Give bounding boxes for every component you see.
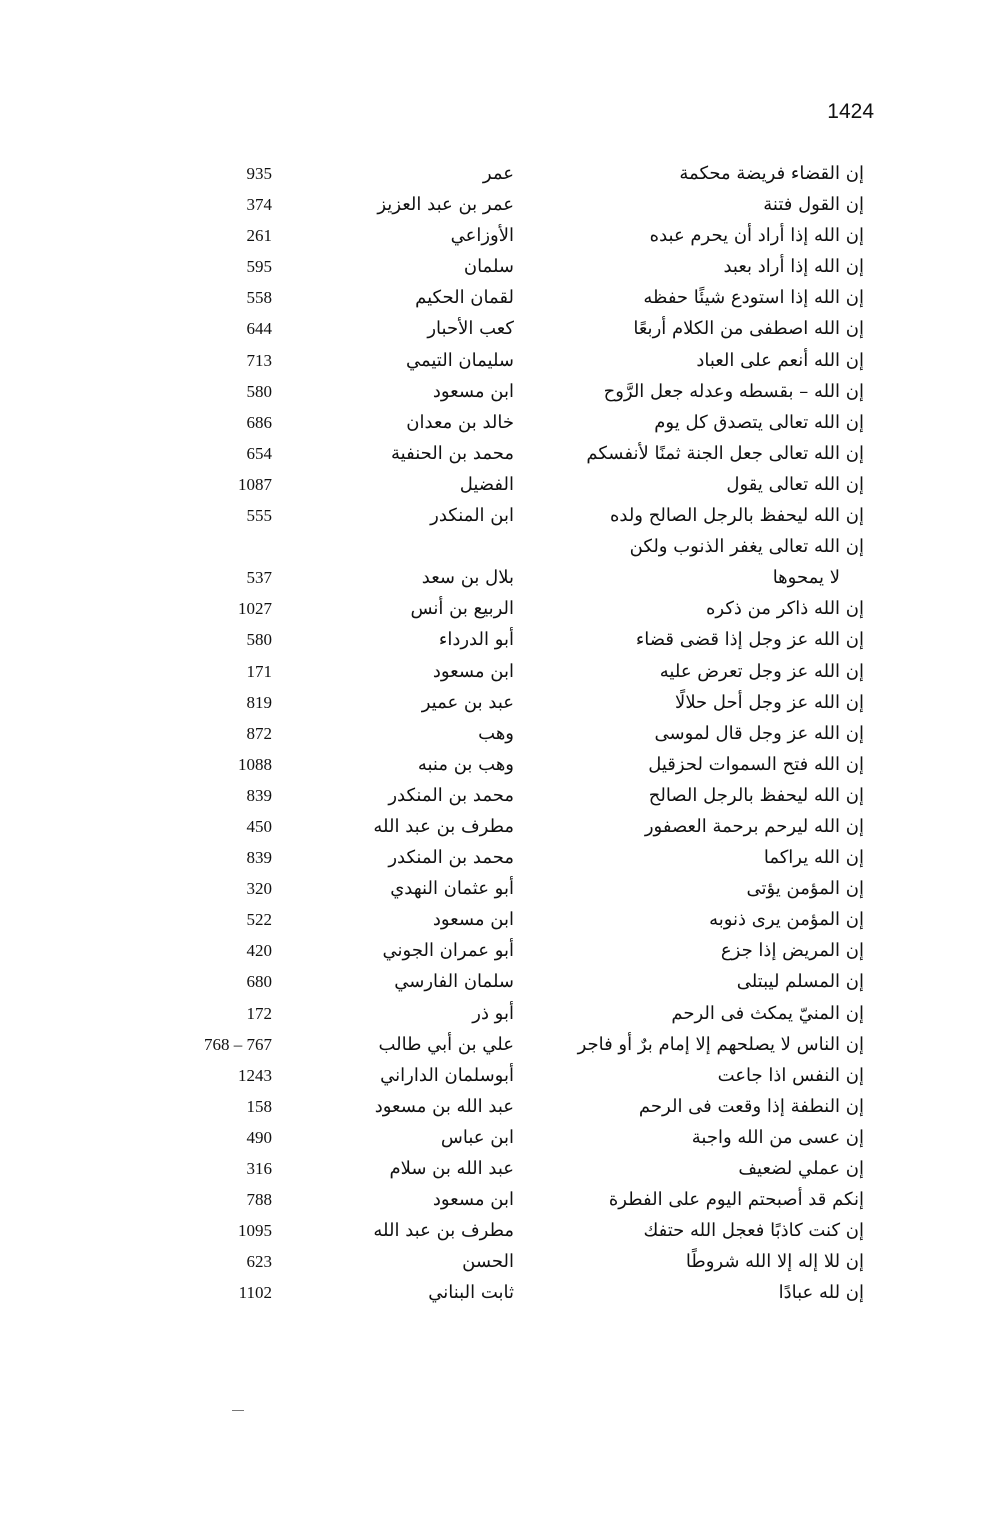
index-entry xyxy=(0,626,986,657)
entry-page-ref: 558 xyxy=(246,288,272,308)
entry-page-ref: 171 xyxy=(246,661,272,681)
entry-attribution: ابن مسعود xyxy=(432,909,514,931)
index-entry xyxy=(0,347,986,378)
entry-text: إن الله فتح السموات لحزقيل xyxy=(648,753,864,775)
entry-text: إن الله تعالى يقول xyxy=(726,473,864,495)
entry-attribution: ابن المنكدر xyxy=(430,505,514,527)
entry-text: إن المسلم ليبتلى xyxy=(736,971,864,993)
entry-attribution: أبوسلمان الداراني xyxy=(380,1064,514,1086)
entry-attribution: سليمان التيمي xyxy=(405,349,514,371)
index-entry xyxy=(0,1155,986,1186)
entry-page-ref: 261 xyxy=(246,226,272,246)
index-entry xyxy=(0,1124,986,1155)
entry-page-ref: 595 xyxy=(246,257,272,277)
index-entry xyxy=(0,1062,986,1093)
index-entry xyxy=(0,844,986,875)
entry-attribution: محمد بن المنكدر xyxy=(388,847,514,869)
entry-text: إن القول فتنة xyxy=(763,194,864,216)
entry-page-ref: 580 xyxy=(246,630,272,650)
entry-page-ref: 374 xyxy=(246,195,272,215)
entry-text: إن عسى من الله واجبة xyxy=(691,1126,864,1148)
entry-text: إن الله عز وجل تعرض عليه xyxy=(659,660,864,682)
entry-attribution: عبد بن عمير xyxy=(421,691,514,713)
entry-text: إن الله تعالى جعل الجنة ثمنًا لأنفسكم xyxy=(586,442,864,464)
entry-attribution: سلمان xyxy=(463,256,514,278)
entry-page-ref: 1102 xyxy=(238,1283,272,1303)
index-entry xyxy=(0,1031,986,1062)
index-entry xyxy=(0,875,986,906)
entry-text: إن الله ليحفظ بالرجل الصالح xyxy=(648,784,864,806)
entry-page-ref: 537 xyxy=(246,568,272,588)
index-entry xyxy=(0,222,986,253)
entry-page-ref: 623 xyxy=(246,1252,272,1272)
entry-page-ref: 654 xyxy=(246,443,272,463)
entry-page-ref: 555 xyxy=(246,506,272,526)
entry-text: إن الله ذاكر من ذكره xyxy=(705,598,864,620)
entry-page-ref: 839 xyxy=(246,848,272,868)
entry-attribution: أبو ذر xyxy=(472,1002,514,1024)
entry-text: إن المؤمن يؤتى xyxy=(746,878,864,900)
index-entry xyxy=(0,658,986,689)
entry-attribution: خالد بن معدان xyxy=(406,411,514,433)
entry-page-ref: 686 xyxy=(246,412,272,432)
entry-page-ref: 172 xyxy=(246,1003,272,1023)
entry-text: إن الله تعالى يغفر الذنوب ولكن xyxy=(629,536,864,558)
entry-attribution: عمر xyxy=(482,163,514,184)
index-entry xyxy=(0,315,986,346)
entry-text: إن النطفة إذا وقعت فى الرحم xyxy=(638,1095,864,1117)
index-list xyxy=(0,160,986,1310)
index-entry xyxy=(0,937,986,968)
entry-text: إن النفس اذا جاعت xyxy=(717,1064,864,1086)
index-entry xyxy=(0,906,986,937)
entry-page-ref: 644 xyxy=(246,319,272,339)
entry-page-ref: 713 xyxy=(246,350,272,370)
index-entry xyxy=(0,253,986,284)
entry-page-ref: 320 xyxy=(246,879,272,899)
entry-attribution: الأوزاعي xyxy=(450,225,514,247)
index-entry xyxy=(0,968,986,999)
entry-attribution: أبو عمران الجوني xyxy=(382,940,514,962)
index-entry xyxy=(0,595,986,626)
entry-page-ref: 819 xyxy=(246,692,272,712)
entry-attribution: الحسن xyxy=(462,1251,514,1273)
entry-attribution: عبد الله بن سلام xyxy=(389,1158,514,1179)
entry-attribution: ثابت البناني xyxy=(428,1282,514,1304)
entry-page-ref: 839 xyxy=(246,785,272,805)
index-entry xyxy=(0,191,986,222)
entry-text: لا يمحوها xyxy=(772,567,840,589)
entry-attribution: وهب xyxy=(478,722,514,744)
entry-text: إن الله تعالى يتصدق كل يوم xyxy=(654,411,864,433)
entry-text: إن الله إذا أراد أن يحرم عبده xyxy=(649,225,864,247)
entry-page-ref: 316 xyxy=(246,1159,272,1178)
entry-text: إن الله ليرحم برحمة العصفور xyxy=(644,815,864,837)
index-entry xyxy=(0,1186,986,1217)
index-entry xyxy=(0,1248,986,1279)
index-entry xyxy=(0,378,986,409)
entry-text: إن القضاء فريضة محكمة xyxy=(679,163,864,184)
entry-page-ref: 1095 xyxy=(238,1221,272,1241)
entry-attribution: الفضيل xyxy=(459,473,514,495)
entry-attribution: وهب بن منبه xyxy=(417,753,514,775)
entry-text: إن الله إذا استودع شيئًا حفظه xyxy=(643,287,864,309)
entry-attribution: ابن مسعود xyxy=(432,380,514,402)
entry-attribution: سلمان الفارسي xyxy=(394,971,514,993)
entry-page-ref: 522 xyxy=(246,910,272,930)
footer-mark xyxy=(232,1410,244,1411)
entry-text: إنكم قد أصبحتم اليوم على الفطرة xyxy=(608,1189,864,1211)
entry-text: إن الله عز وجل قال لموسى xyxy=(654,722,864,744)
index-entry xyxy=(0,471,986,502)
index-entry xyxy=(0,1279,986,1310)
entry-text: إن عملي لضعيف xyxy=(738,1158,864,1179)
entry-text: إن المؤمن يرى ذنوبه xyxy=(709,909,864,931)
entry-text: إن الله إذا أراد بعبد xyxy=(723,256,864,278)
entry-text: إن المنيّ يمكث فى الرحم xyxy=(671,1002,864,1024)
entry-attribution: مطرف بن عبد الله xyxy=(373,1220,514,1242)
entry-attribution: الربيع بن أنس xyxy=(410,598,514,620)
entry-attribution: أبو الدرداء xyxy=(438,629,514,651)
entry-attribution: بلال بن سعد xyxy=(421,567,514,589)
index-entry xyxy=(0,1217,986,1248)
entry-attribution: عبد الله بن مسعود xyxy=(374,1095,514,1117)
entry-text: إن الناس لا يصلحهم إلا إمام برٌ أو فاجر xyxy=(577,1033,864,1055)
entry-page-ref: 1027 xyxy=(238,599,272,619)
entry-text: إن الله – بقسطه وعدله جعل الرَّوح xyxy=(603,380,864,402)
index-entry xyxy=(0,689,986,720)
entry-text: إن الله عز وجل إذا قضى قضاء xyxy=(635,629,864,651)
entry-text: إن الله يراكما xyxy=(763,847,864,869)
entry-attribution: لقمان الحكيم xyxy=(415,287,514,309)
entry-page-ref: 680 xyxy=(246,972,272,992)
entry-attribution: محمد بن المنكدر xyxy=(388,784,514,806)
entry-page-ref: 580 xyxy=(246,381,272,401)
entry-text: إن كنت كاذبًا فعجل الله حتفك xyxy=(643,1220,864,1242)
index-entry xyxy=(0,284,986,315)
entry-page-ref: 420 xyxy=(246,941,272,961)
entry-text: إن للا إله إلا الله شروطًا xyxy=(685,1251,864,1273)
entry-text: إن الله اصطفى من الكلام أربعًا xyxy=(633,318,864,340)
index-entry xyxy=(0,1000,986,1031)
entry-page-ref: 788 xyxy=(246,1190,272,1210)
index-entry xyxy=(0,564,986,595)
entry-attribution: محمد بن الحنفية xyxy=(391,442,514,464)
entry-attribution: علي بن أبي طالب xyxy=(378,1033,514,1055)
entry-attribution: أبو عثمان النهدي xyxy=(390,878,514,900)
index-entry xyxy=(0,751,986,782)
index-entry xyxy=(0,533,986,564)
index-entry xyxy=(0,1093,986,1124)
entry-page-ref: 450 xyxy=(246,816,272,836)
entry-page-ref: 768 – 767 xyxy=(204,1034,272,1054)
entry-attribution: كعب الأحبار xyxy=(427,318,514,340)
index-entry xyxy=(0,409,986,440)
index-entry xyxy=(0,440,986,471)
index-entry xyxy=(0,502,986,533)
entry-attribution: ابن مسعود xyxy=(432,660,514,682)
entry-page-ref: 1088 xyxy=(238,754,272,774)
entry-attribution: ابن مسعود xyxy=(432,1189,514,1211)
index-entry xyxy=(0,813,986,844)
page-number: 1424 xyxy=(827,100,874,123)
entry-page-ref: 490 xyxy=(246,1127,272,1147)
entry-page-ref: 872 xyxy=(246,723,272,743)
entry-attribution: مطرف بن عبد الله xyxy=(373,815,514,837)
entry-page-ref: 158 xyxy=(246,1096,272,1116)
index-entry xyxy=(0,782,986,813)
entry-page-ref: 935 xyxy=(246,164,272,183)
entry-page-ref: 1243 xyxy=(238,1065,272,1085)
entry-text: إن لله عبادًا xyxy=(778,1282,864,1304)
entry-text: إن المريض إذا جزع xyxy=(720,940,864,962)
index-entry xyxy=(0,720,986,751)
entry-page-ref: 1087 xyxy=(238,474,272,494)
entry-text: إن الله ليحفظ بالرجل الصالح ولده xyxy=(609,505,864,527)
entry-attribution: ابن عباس xyxy=(440,1126,514,1148)
entry-text: إن الله أنعم على العباد xyxy=(696,349,864,371)
entry-text: إن الله عز وجل أحل حلالًا xyxy=(675,691,864,713)
index-entry xyxy=(0,160,986,191)
entry-attribution: عمر بن عبد العزيز xyxy=(377,194,514,216)
